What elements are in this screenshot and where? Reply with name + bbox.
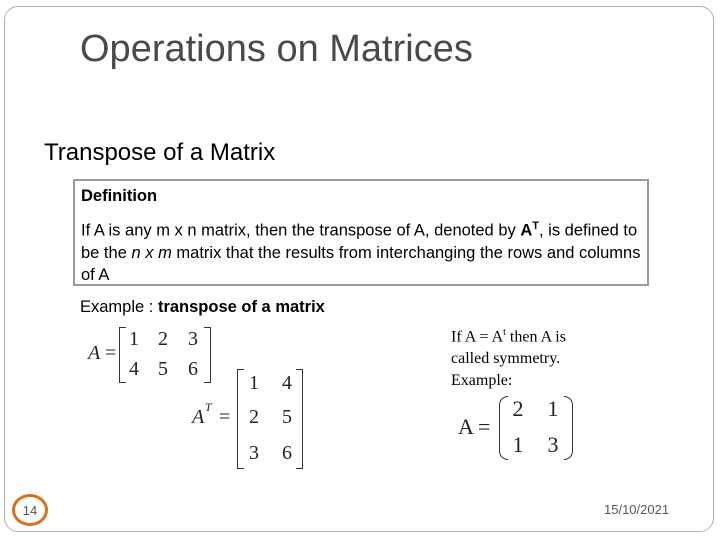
matrix-at-superscript: T xyxy=(205,400,212,414)
matrix-sym-cell: 3 xyxy=(547,432,559,457)
matrix-a-cell: 2 xyxy=(158,328,168,350)
definition-text-part-3: matrix that the results from interchanging the rows and columns of A xyxy=(81,243,641,284)
matrix-a-equals: = xyxy=(105,342,117,364)
symmetry-line-1-end: then A is xyxy=(505,328,566,346)
matrix-at-cell: 1 xyxy=(249,372,259,394)
symmetry-superscript: t xyxy=(503,327,506,338)
matrix-sym-cell: 1 xyxy=(547,396,559,421)
matrix-sym-cell: 2 xyxy=(512,396,524,421)
matrix-sym-cell: 1 xyxy=(512,432,524,457)
symmetry-note xyxy=(451,322,611,392)
matrix-at-name: A xyxy=(192,406,205,428)
page-number: 14 xyxy=(12,494,48,526)
matrix-sym-right-bracket xyxy=(564,396,573,460)
definition-text xyxy=(81,215,641,286)
matrix-a-cell: 6 xyxy=(188,358,198,380)
transpose-symbol: A xyxy=(520,221,533,240)
example-bold: transpose of a matrix xyxy=(157,298,325,316)
matrix-a-cell: 3 xyxy=(188,328,198,350)
slide-subtitle: Transpose of a Matrix xyxy=(44,139,276,166)
matrix-sym-name: A xyxy=(458,414,474,439)
slide-date: 15/10/2021 xyxy=(604,502,670,517)
example-prefix: Example : xyxy=(80,298,158,316)
matrix-at xyxy=(192,368,312,470)
matrix-at-cell: 2 xyxy=(249,406,259,428)
slide-title: Operations on Matrices xyxy=(80,28,473,70)
symmetry-line-1-text: If A = A xyxy=(451,328,504,346)
matrix-at-right-bracket xyxy=(296,369,303,469)
transpose-superscript: T xyxy=(532,220,539,232)
definition-text-part-2: , is defined to be the xyxy=(81,221,638,262)
definition-italic: n x m xyxy=(131,243,172,262)
matrix-at-cell: 5 xyxy=(282,406,292,428)
matrix-sym-equals: = xyxy=(478,414,491,439)
definition-heading: Definition xyxy=(81,187,158,205)
matrix-symmetric xyxy=(458,394,578,464)
example-label xyxy=(80,298,325,317)
symmetry-line-1 xyxy=(451,322,611,348)
definition-text-part-1: If A is any m x n matrix, then the transpose of A, denoted by xyxy=(81,221,521,240)
matrix-at-cell: 4 xyxy=(282,372,292,394)
symmetry-line-3: Example: xyxy=(451,372,513,390)
matrix-at-cell: 3 xyxy=(249,442,259,464)
matrix-a-name: A xyxy=(88,342,101,364)
matrix-a-cell: 5 xyxy=(158,358,168,380)
matrix-at-equals: = xyxy=(219,406,231,428)
symmetry-line-2: called symmetry. xyxy=(451,350,561,368)
matrix-a-cell: 1 xyxy=(129,328,139,350)
matrix-at-cell: 6 xyxy=(282,442,292,464)
definition-box xyxy=(73,179,649,286)
matrix-a-cell: 4 xyxy=(129,358,139,380)
